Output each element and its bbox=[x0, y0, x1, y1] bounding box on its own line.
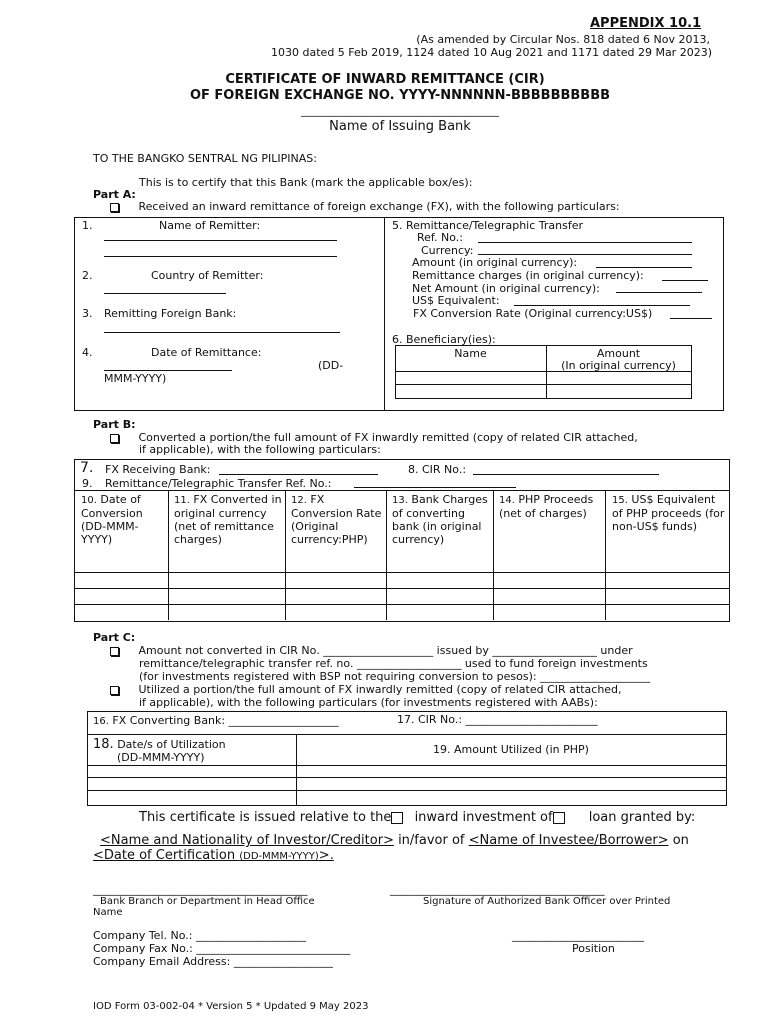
beneficiary-row-line-2 bbox=[395, 384, 691, 385]
date-format-1: (DD- bbox=[318, 359, 344, 372]
part-c-row-line-1 bbox=[87, 765, 726, 766]
branch-label-name: Name bbox=[93, 907, 123, 918]
part-b-col-line-5 bbox=[605, 490, 606, 620]
item-8-label: 8. CIR No.: bbox=[408, 463, 467, 476]
part-c-text-2a: Utilized a portion/the full amount of FX inwardly remitted (copy of related CIR attached, bbox=[138, 683, 622, 696]
position-label: Position bbox=[572, 942, 615, 955]
loan-granted-checkbox[interactable] bbox=[553, 812, 565, 824]
part-b-col-line-3 bbox=[386, 490, 387, 620]
ref-no-label: Ref. No.: bbox=[417, 231, 463, 244]
item-17: 17. CIR No.: ________________________ bbox=[397, 713, 598, 726]
company-fax: Company Fax No.: ____________________________ bbox=[93, 942, 351, 955]
company-email: Company Email Address: __________________ bbox=[93, 955, 333, 968]
certificate-title-2: OF FOREIGN EXCHANGE NO. YYYY-NNNNNN-BBBBBBBBBB bbox=[189, 88, 611, 103]
part-c-header-line bbox=[87, 734, 726, 735]
part-b-label: Part B: bbox=[93, 418, 136, 431]
beneficiary-col-amount-sub: (In original currency) bbox=[561, 359, 676, 372]
item-18-format: (DD-MMM-YYYY) bbox=[117, 751, 205, 764]
part-b-col-line-1 bbox=[168, 490, 169, 620]
transfer-ref-field[interactable] bbox=[354, 487, 516, 488]
item-1-num: 1. bbox=[82, 219, 93, 232]
part-c-text-1a: Amount not converted in CIR No. ____________________ issued by ___________________ under bbox=[138, 644, 633, 657]
part-b-check-text-2: if applicable), with the following particulars: bbox=[139, 443, 381, 456]
remitter-country-label: Country of Remitter: bbox=[151, 269, 264, 282]
remitting-bank-label: Remitting Foreign Bank: bbox=[104, 307, 237, 320]
part-b-row-line-1 bbox=[74, 572, 729, 573]
col-15-header: 15. US$ Equivalent of PHP proceeds (for non-US$ funds) bbox=[612, 493, 725, 533]
part-a-check-text: Received an inward remittance of foreign exchange (FX), with the following particulars: bbox=[138, 200, 620, 213]
net-amount-label: Net Amount (in original currency): bbox=[412, 282, 600, 295]
part-c-text-2b: if applicable), with the following particulars (for investments registered with AABs): bbox=[139, 696, 598, 709]
beneficiary-col-amount: Amount bbox=[596, 347, 641, 360]
date-format-2: MMM-YYYY) bbox=[104, 372, 167, 385]
amount-field[interactable] bbox=[596, 267, 692, 268]
part-c-row-line-3 bbox=[87, 790, 726, 791]
officer-signature-line: _______________________________________ bbox=[390, 883, 605, 896]
item-5-label: 5. Remittance/Telegraphic Transfer bbox=[392, 219, 584, 232]
transfer-ref-label: Remittance/Telegraphic Transfer Ref. No.: bbox=[105, 477, 332, 490]
position-line: ________________________ bbox=[512, 929, 644, 942]
item-16: 16. FX Converting Bank: ____________________ bbox=[93, 714, 339, 727]
currency-label: Currency: bbox=[421, 244, 474, 257]
issued-relative-line: This certificate is issued relative to the inward investment of loan granted by: bbox=[139, 810, 696, 825]
net-amount-field[interactable] bbox=[616, 292, 702, 293]
part-c-text-1b: remittance/telegraphic transfer ref. no. ___________________ used to fund foreign investments bbox=[139, 657, 648, 670]
part-b-col-line-4 bbox=[493, 490, 494, 620]
branch-signature-line: _______________________________________ bbox=[93, 883, 308, 896]
part-b-checkbox[interactable] bbox=[110, 434, 119, 443]
item-19: 19. Amount Utilized (in PHP) bbox=[433, 743, 589, 756]
col-10-header: 10. Date of Conversion (DD-MMM-YYYY) bbox=[81, 493, 143, 546]
officer-signature-label: Signature of Authorized Bank Officer over Printed bbox=[423, 896, 671, 907]
certificate-title-1: CERTIFICATE OF INWARD REMITTANCE (CIR) bbox=[225, 72, 545, 87]
fx-receiving-bank-field[interactable] bbox=[219, 474, 378, 475]
remitter-name-field-2[interactable] bbox=[104, 256, 337, 257]
part-b-col-line-2 bbox=[285, 490, 286, 620]
charges-field[interactable] bbox=[662, 280, 708, 281]
item-3-num: 3. bbox=[82, 307, 93, 320]
part-c-text-1c: (for investments registered with BSP not requiring conversion to pesos): ____________________ bbox=[139, 670, 651, 683]
amendment-line-2: 1030 dated 5 Feb 2019, 1124 dated 10 Aug 2021 and 1171 dated 29 Mar 2023) bbox=[271, 46, 712, 59]
remittance-date-field[interactable] bbox=[104, 370, 232, 371]
currency-field[interactable] bbox=[478, 254, 692, 255]
item-4-num: 4. bbox=[82, 346, 93, 359]
part-c-label: Part C: bbox=[93, 631, 136, 644]
certification-date-line: <Date of Certification (DD-MMM-YYYY)>. bbox=[93, 848, 334, 863]
item-2-num: 2. bbox=[82, 269, 93, 282]
part-c-checkbox-1[interactable] bbox=[110, 647, 119, 656]
part-c-checkbox-2[interactable] bbox=[110, 686, 119, 695]
remittance-date-label: Date of Remittance: bbox=[151, 346, 262, 359]
part-b-check-text-1: Converted a portion/the full amount of FX inwardly remitted (copy of related CIR attached, bbox=[138, 431, 638, 444]
amount-label: Amount (in original currency): bbox=[412, 256, 578, 269]
remitter-name-label: Name of Remitter: bbox=[159, 219, 261, 232]
form-footer: IOD Form 03-002-04 * Version 5 * Updated 9 May 2023 bbox=[93, 1001, 369, 1012]
amendment-line-1: (As amended by Circular Nos. 818 dated 6 Nov 2013, bbox=[416, 33, 710, 46]
company-tel: Company Tel. No.: ____________________ bbox=[93, 929, 306, 942]
certify-text: This is to certify that this Bank (mark the applicable box/es): bbox=[139, 176, 473, 189]
cir-no-field[interactable] bbox=[473, 474, 659, 475]
usd-equivalent-field[interactable] bbox=[514, 305, 690, 306]
investor-line: <Name and Nationality of Investor/Creditor> in/favor of <Name of Investee/Borrower> on bbox=[100, 833, 689, 848]
issuing-bank-line: ____________________________________ bbox=[301, 104, 499, 117]
col-13-header: 13. Bank Charges of converting bank (in original currency) bbox=[392, 493, 488, 546]
remitting-bank-field[interactable] bbox=[104, 332, 340, 333]
remitter-name-field[interactable] bbox=[104, 240, 337, 241]
remitter-country-field[interactable] bbox=[104, 293, 226, 294]
usd-equivalent-label: US$ Equivalent: bbox=[412, 294, 500, 307]
fx-rate-field[interactable] bbox=[670, 318, 712, 319]
beneficiary-col-name: Name bbox=[454, 347, 487, 360]
fx-rate-label: FX Conversion Rate (Original currency:US$) bbox=[413, 307, 653, 320]
part-a-divider bbox=[384, 217, 385, 410]
branch-label: Bank Branch or Department in Head Office bbox=[100, 896, 315, 907]
part-b-row-line-3 bbox=[74, 604, 729, 605]
part-c-checkbox-2-row bbox=[110, 683, 622, 696]
part-b-row-line-2 bbox=[74, 588, 729, 589]
addressee: TO THE BANGKO SENTRAL NG PILIPINAS: bbox=[93, 152, 317, 165]
issuing-bank-label: Name of Issuing Bank bbox=[329, 119, 471, 134]
col-14-header: 14. PHP Proceeds (net of charges) bbox=[499, 493, 594, 520]
inward-investment-checkbox[interactable] bbox=[391, 812, 403, 824]
charges-label: Remittance charges (in original currency): bbox=[412, 269, 644, 282]
part-a-label: Part A: bbox=[93, 188, 136, 201]
item-7-num: 7. bbox=[80, 460, 94, 476]
item-18: 18. Date/s of Utilization bbox=[93, 737, 226, 752]
part-a-checkbox[interactable] bbox=[110, 203, 119, 212]
part-b-header-line bbox=[74, 490, 729, 491]
part-c-checkbox-1-row bbox=[110, 644, 633, 657]
item-9-num: 9. bbox=[82, 477, 93, 490]
col-12-header: 12. FX Conversion Rate (Original currency:PHP) bbox=[291, 493, 382, 546]
appendix-label: APPENDIX 10.1 bbox=[590, 16, 702, 31]
part-c-row-line-2 bbox=[87, 777, 726, 778]
part-a-checkbox-row bbox=[110, 200, 620, 213]
col-11-header: 11. FX Converted in original currency (net of remittance charges) bbox=[174, 493, 282, 546]
fx-receiving-bank-label: FX Receiving Bank: bbox=[105, 463, 211, 476]
ref-no-field[interactable] bbox=[478, 242, 692, 243]
item-6-label: 6. Beneficiary(ies): bbox=[392, 333, 496, 346]
